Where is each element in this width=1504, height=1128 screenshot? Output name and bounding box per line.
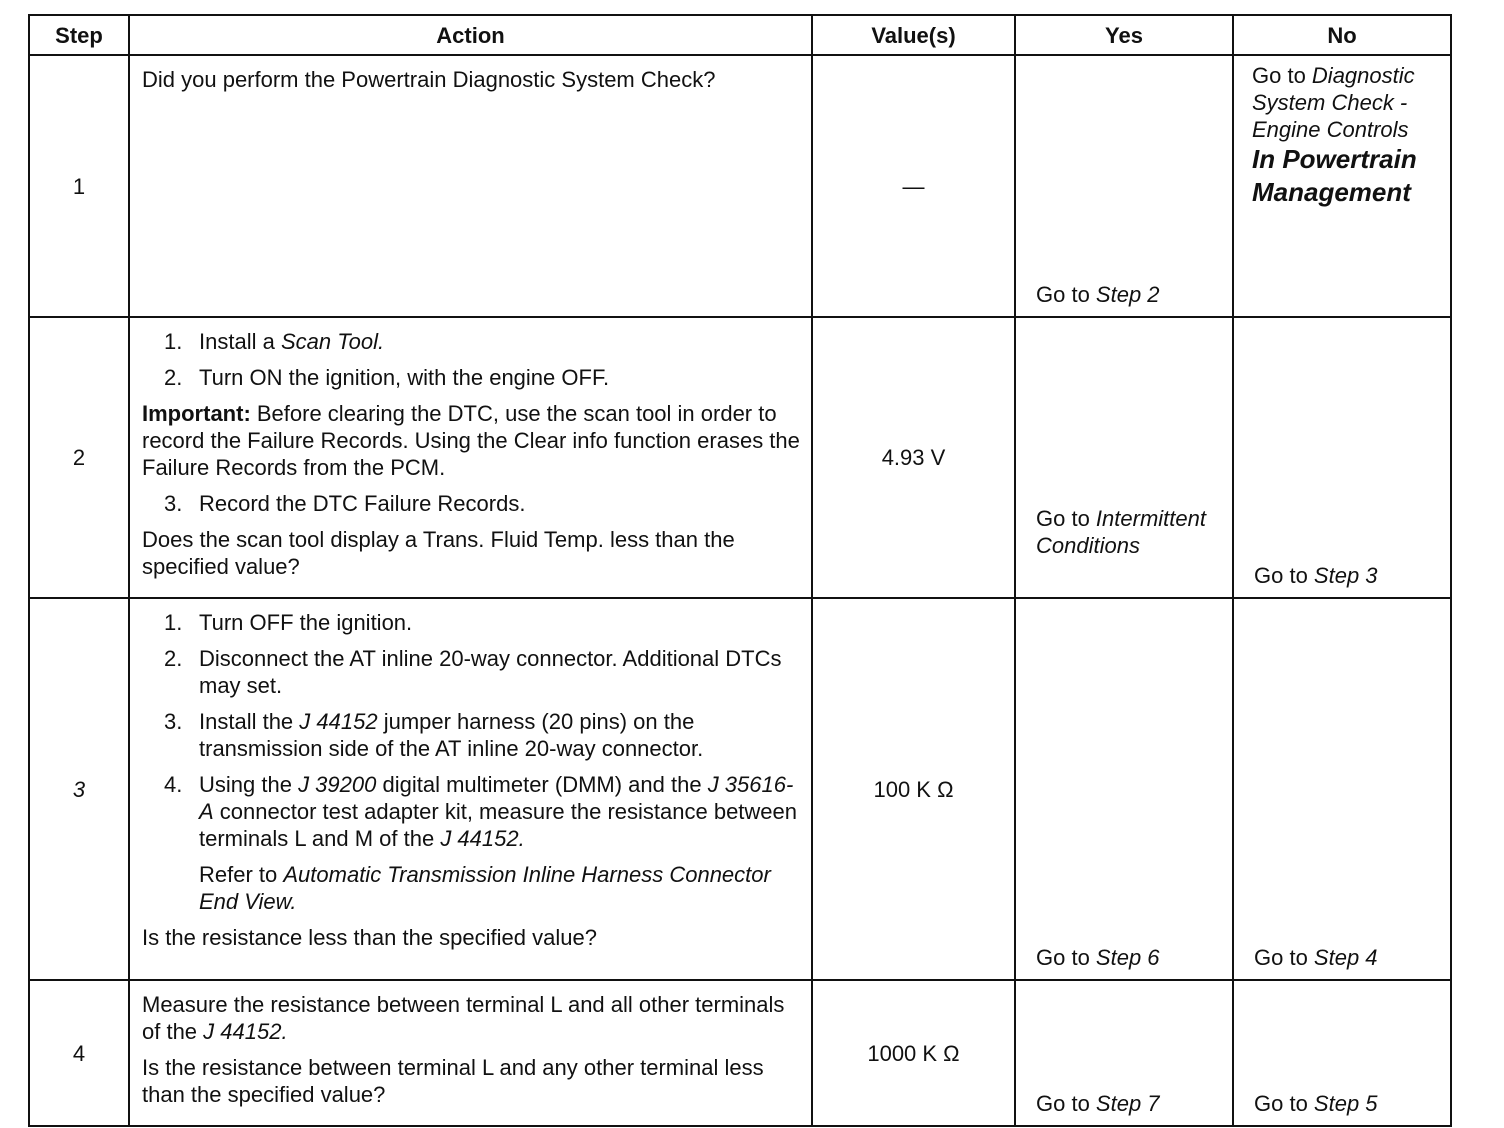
value-text: — [902, 173, 925, 199]
step-cell [29, 55, 129, 317]
value-text: 4.93 V [881, 445, 946, 470]
text-segment: Step 5 [1313, 1091, 1378, 1116]
header-action: Action [129, 15, 812, 55]
value [813, 56, 1014, 316]
text-segment: Disconnect the AT inline 20-way connector. Additional DTCs may set. [199, 646, 782, 698]
step-number [30, 56, 128, 316]
header-row [29, 15, 1451, 55]
action-list-item [142, 645, 805, 699]
text-segment: Go to [1036, 282, 1096, 307]
text-segment: connector test adapter kit, measure the resistance between terminals L and M of the [199, 799, 798, 851]
action-list-item [142, 490, 805, 517]
text-segment: Go to [1254, 945, 1314, 970]
yes-cell [1015, 317, 1233, 598]
step-number-text: 3 [72, 776, 86, 802]
action-list-item [142, 609, 805, 636]
text-segment: Using the [199, 772, 299, 797]
yes-text [1036, 944, 1226, 971]
value [813, 981, 1014, 1125]
action-list-item [142, 328, 805, 355]
header-step: Step [29, 15, 129, 55]
text-segment: Turn OFF the ignition. [199, 610, 413, 635]
action-list-item [142, 708, 805, 762]
text-segment: Measure the resistance between terminal L and all other terminals of the [142, 992, 785, 1044]
list-number: 3. [164, 491, 183, 516]
text-segment: Step 2 [1095, 282, 1160, 307]
diagnostic-table [28, 14, 1452, 1127]
value-cell [812, 317, 1015, 598]
text-segment: Go to [1036, 1091, 1096, 1116]
action-paragraph [142, 526, 805, 580]
text-segment: Go to [1036, 945, 1096, 970]
text-segment: Install a [199, 329, 281, 354]
step-cell [29, 980, 129, 1126]
value [813, 599, 1014, 979]
list-number: 1. [164, 610, 183, 635]
header-values: Value(s) [812, 15, 1015, 55]
table-row [29, 598, 1451, 980]
text-segment: Automatic Transmission Inline Harness Connector End View. [199, 862, 771, 914]
list-text [199, 771, 805, 852]
list-text [199, 708, 805, 762]
list-number: 1. [164, 329, 183, 354]
value-text: 1000 K Ω [867, 1040, 960, 1066]
step-number-text: 1 [72, 173, 86, 199]
yes-link[interactable] [1016, 56, 1232, 316]
action-list-item [142, 771, 805, 852]
list-text [199, 609, 412, 636]
yes-link[interactable] [1016, 318, 1232, 597]
step-number-text: 4 [72, 1040, 86, 1066]
text-segment: Is the resistance between terminal L and any other terminal less than the specified value? [142, 1055, 764, 1107]
text-segment: J 39200 [298, 772, 377, 797]
value [813, 318, 1014, 597]
action-content [130, 599, 811, 968]
no-cell [1233, 55, 1451, 317]
text-segment: Intermittent Conditions [1036, 506, 1206, 558]
no-link[interactable] [1234, 318, 1450, 597]
text-segment: Go to [1252, 63, 1312, 88]
yes-cell [1015, 598, 1233, 980]
list-text [199, 328, 384, 355]
yes-cell [1015, 55, 1233, 317]
text-segment: Diagnostic System Check - Engine Controls [1252, 63, 1415, 142]
text-segment: jumper harness (20 pins) on the transmission side of the AT inline 20-way connector. [199, 709, 704, 761]
text-segment: Go to [1254, 1091, 1314, 1116]
action-paragraph [142, 991, 805, 1045]
action-content [130, 981, 811, 1125]
text-segment: Scan Tool. [280, 329, 385, 354]
no-cell [1233, 317, 1451, 598]
action-paragraph [142, 66, 805, 93]
text-segment: Go to [1036, 506, 1096, 531]
text-segment: Go to [1254, 563, 1314, 588]
text-segment: Install the [199, 709, 300, 734]
value-cell [812, 980, 1015, 1126]
action-paragraph [142, 1054, 805, 1108]
list-text [199, 645, 805, 699]
step-number [30, 981, 128, 1125]
no-cell [1233, 598, 1451, 980]
action-paragraph [142, 924, 805, 951]
yes-link[interactable] [1016, 981, 1232, 1125]
action-cell [129, 55, 812, 317]
list-number: 2. [164, 365, 183, 390]
no-link[interactable] [1234, 56, 1450, 316]
no-text [1254, 1090, 1444, 1117]
text-segment: Step 7 [1095, 1091, 1160, 1116]
text-segment: Did you perform the Powertrain Diagnostic System Check? [142, 67, 716, 92]
step-cell [29, 598, 129, 980]
text-segment: digital multimeter (DMM) and the [376, 772, 708, 797]
text-segment: J 44152. [203, 1019, 288, 1044]
yes-cell [1015, 980, 1233, 1126]
list-number: 4. [164, 772, 183, 797]
action-cell [129, 980, 812, 1126]
action-list-item [142, 364, 805, 391]
yes-text [1036, 1090, 1226, 1117]
header-no: No [1233, 15, 1451, 55]
text-segment: Refer to [199, 862, 284, 887]
table-row [29, 317, 1451, 598]
text-segment: Step 4 [1313, 945, 1378, 970]
value-cell [812, 55, 1015, 317]
action-cell [129, 317, 812, 598]
step-cell [29, 317, 129, 598]
text-segment: J 35616-A [199, 772, 794, 824]
step-number [30, 318, 128, 597]
table-row [29, 55, 1451, 317]
table-row [29, 980, 1451, 1126]
yes-text [1036, 281, 1226, 308]
step-number [30, 599, 128, 979]
list-text [199, 364, 609, 391]
value-cell [812, 598, 1015, 980]
action-note [142, 861, 805, 915]
no-cell [1233, 980, 1451, 1126]
list-text [199, 490, 525, 517]
step-number-text: 2 [72, 445, 86, 470]
action-content [130, 56, 811, 110]
no-text [1252, 62, 1444, 209]
text-segment: Step 3 [1313, 563, 1378, 588]
yes-link[interactable] [1016, 599, 1232, 979]
no-link[interactable] [1234, 599, 1450, 979]
no-link[interactable] [1234, 981, 1450, 1125]
no-text [1254, 562, 1444, 589]
text-segment: Record the DTC Failure Records. [199, 491, 526, 516]
text-segment: Does the scan tool display a Trans. Fluid Temp. less than the specified value? [142, 527, 735, 579]
list-number: 2. [164, 646, 183, 671]
text-segment: Important: [142, 401, 251, 426]
no-text [1254, 944, 1444, 971]
list-number: 3. [164, 709, 183, 734]
header-yes: Yes [1015, 15, 1233, 55]
text-segment: J 44152 [299, 709, 378, 734]
text-segment: Before clearing the DTC, use the scan tool in order to record the Failure Records. Using the Clear info function erases the Failure Records from the PCM. [142, 401, 800, 480]
text-segment: Step 6 [1095, 945, 1160, 970]
text-segment: Turn ON the ignition, with the engine OFF. [199, 365, 610, 390]
text-segment: In Powertrain Management [1252, 144, 1417, 207]
text-segment: Is the resistance less than the specified value? [142, 925, 597, 950]
action-paragraph [142, 400, 805, 481]
text-segment: J 44152. [440, 826, 525, 851]
yes-text [1036, 505, 1226, 559]
value-text: 100 K Ω [873, 776, 954, 802]
action-cell [129, 598, 812, 980]
action-content [130, 318, 811, 597]
